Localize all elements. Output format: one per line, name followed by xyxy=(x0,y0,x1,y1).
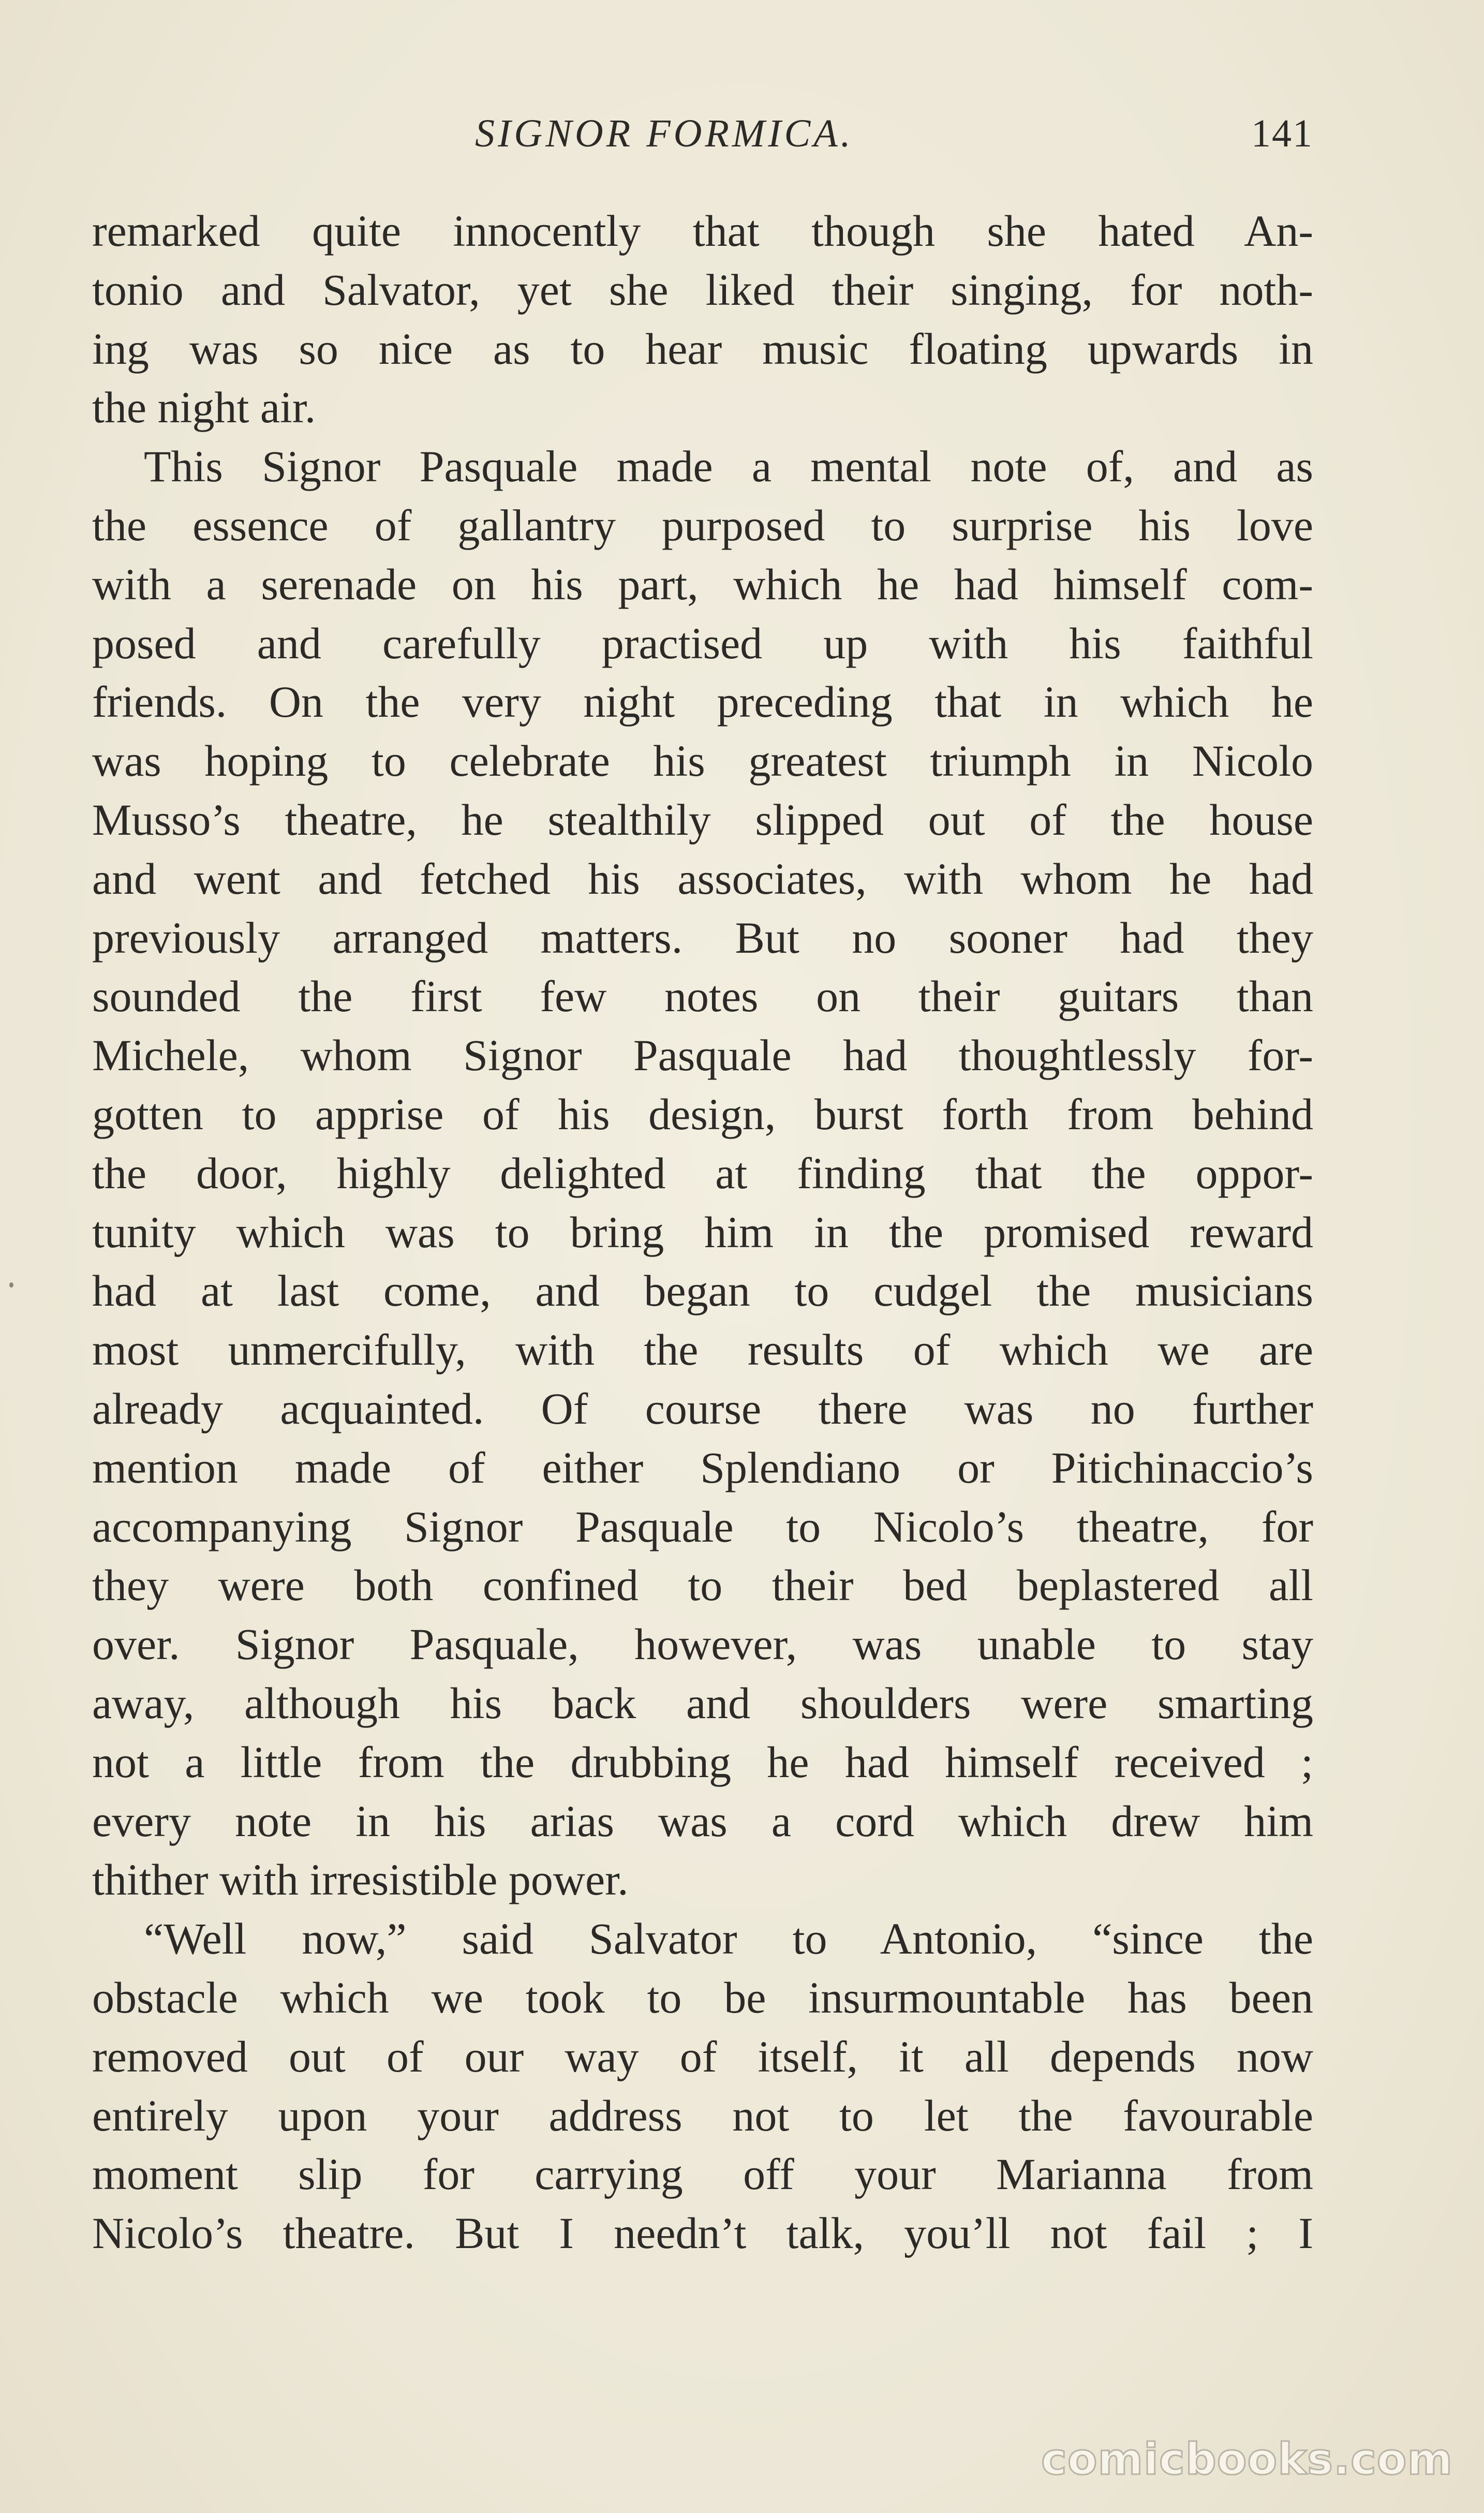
text-line: already acquainted. Of course there was no further xyxy=(92,1383,1313,1433)
text-line: and went and fetched his associates, with whom he had xyxy=(92,853,1313,904)
text-line: most unmercifully, with the results of which we are xyxy=(92,1325,1313,1375)
text-line: removed out of our way of itself, it all depends now xyxy=(92,2031,1313,2081)
text-line: accompanying Signor Pasquale to Nicolo’s theatre, for xyxy=(92,1501,1313,1551)
paragraph xyxy=(92,202,1313,437)
text-line: entirely upon your address not to let the favourable xyxy=(92,2090,1313,2140)
text-line: obstacle which we took to be insurmountable has been xyxy=(92,1972,1313,2022)
text-line: Michele, whom Signor Pasquale had thoughtlessly for- xyxy=(92,1030,1313,1081)
page-number: 141 xyxy=(1251,112,1313,155)
text-line: ing was so nice as to hear music floating upwards in xyxy=(92,323,1313,374)
text-line: away, although his back and shoulders were smarting xyxy=(92,1678,1313,1728)
text-line: tonio and Salvator, yet she liked their singing, for noth- xyxy=(92,264,1313,315)
text-line: “Well now,” said Salvator to Antonio, “since the xyxy=(144,1914,1313,1964)
text-line: mention made of either Splendiano or Pitichinaccio’s xyxy=(92,1442,1313,1492)
running-title: SIGNOR FORMICA. xyxy=(475,112,854,155)
text-line: This Signor Pasquale made a mental note of, and as xyxy=(144,441,1313,492)
text-line: tunity which was to bring him in the promised reward xyxy=(92,1207,1313,1257)
text-line: Musso’s theatre, he stealthily slipped out of the house xyxy=(92,794,1313,845)
text-line: posed and carefully practised up with his faithful xyxy=(92,618,1313,668)
text-line: gotten to apprise of his design, burst forth from behind xyxy=(92,1089,1313,1139)
text-line: thither with irresistible power. xyxy=(92,1855,629,1905)
text-line: previously arranged matters. But no sooner had they xyxy=(92,912,1313,963)
text-line: was hoping to celebrate his greatest triumph in Nicolo xyxy=(92,736,1313,786)
text-line: every note in his arias was a cord which drew him xyxy=(92,1796,1313,1846)
text-line: friends. On the very night preceding that in which he xyxy=(92,677,1313,727)
text-line: the night air. xyxy=(92,382,316,433)
text-line: Nicolo’s theatre. But I needn’t talk, you’ll not fail ; I xyxy=(92,2208,1313,2258)
paragraph xyxy=(92,437,1313,1910)
text-line: with a serenade on his part, which he had himself com- xyxy=(92,559,1313,609)
text-line: the essence of gallantry purposed to surprise his love xyxy=(92,500,1313,550)
text-line: moment slip for carrying off your Marianna from xyxy=(92,2149,1313,2199)
paper-speck xyxy=(9,1282,13,1288)
text-line: remarked quite innocently that though she hated An- xyxy=(92,206,1313,256)
text-line: had at last come, and began to cudgel the musicians xyxy=(92,1266,1313,1316)
text-line: over. Signor Pasquale, however, was unable to stay xyxy=(92,1619,1313,1669)
running-head xyxy=(92,106,1313,163)
paragraph xyxy=(92,1910,1313,2263)
text-line: the door, highly delighted at finding that the oppor- xyxy=(92,1148,1313,1198)
text-line: not a little from the drubbing he had himself received ; xyxy=(92,1737,1313,1787)
text-line: they were both confined to their bed beplastered all xyxy=(92,1560,1313,1610)
body-text xyxy=(92,202,1313,2263)
watermark: comicbooks.com xyxy=(1041,2434,1453,2485)
text-line: sounded the first few notes on their guitars than xyxy=(92,971,1313,1022)
